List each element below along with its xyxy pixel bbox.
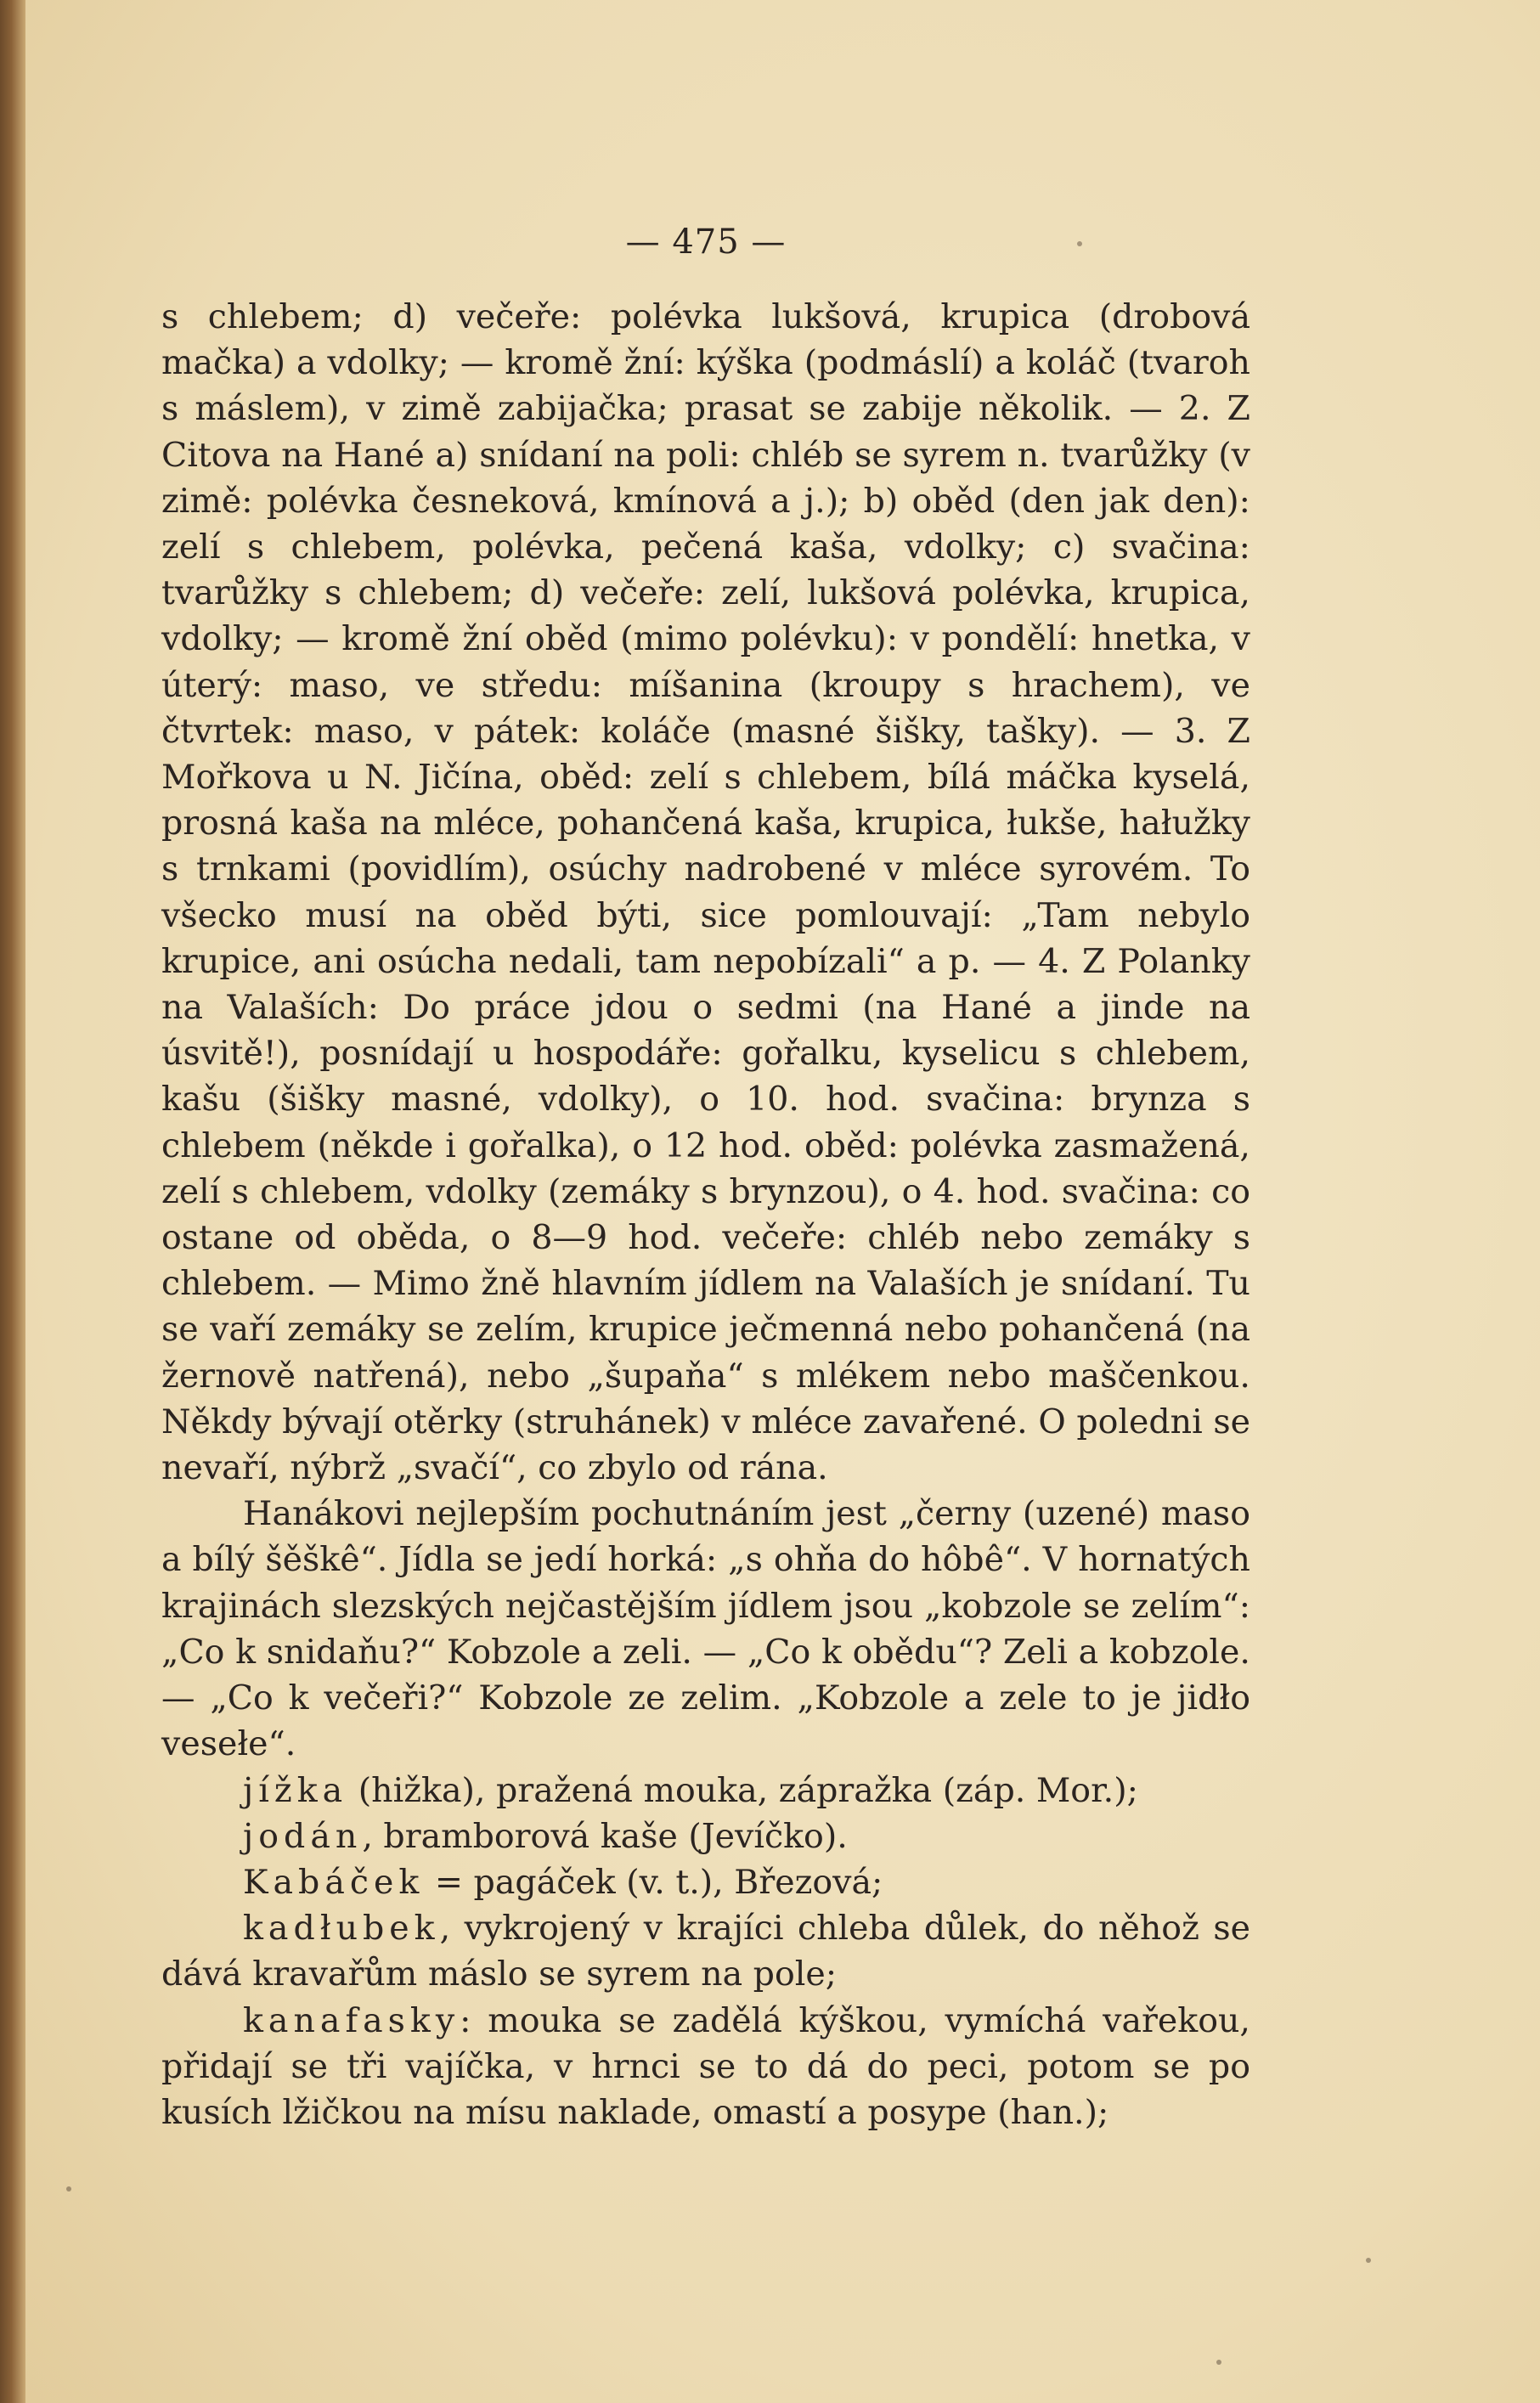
entry-definition: = pagáček (v. t.), Březová;: [424, 1862, 883, 1902]
book-page: [161, 223, 1250, 2135]
entry-definition: : mouka se zadělá kýškou, vymíchá vařekou, přidají se tři vajíčka, v hrnci se to dá do peci, potom se po kusích lžičkou na mísu naklade, omastí a posype (han.);: [161, 2000, 1250, 2132]
entry-headword: jodán: [243, 1816, 363, 1856]
dictionary-entry: [161, 1814, 1250, 1859]
dictionary-entry: [161, 1905, 1250, 1997]
dictionary-entry: [161, 1998, 1250, 2136]
paper-speck: [66, 2186, 71, 2191]
entry-headword: Kabáček: [243, 1862, 425, 1902]
page-number: — 475 —: [625, 223, 787, 262]
entry-headword: kanafasky: [243, 2000, 460, 2040]
entry-headword: kadłubek: [243, 1909, 440, 1949]
entry-headword: jížka: [243, 1770, 348, 1810]
paragraph-meals: s chlebem; d) večeře: polévka lukšová, krupica (drobová mačka) a vdolky; — kromě žní: kýška (podmáslí) a koláč (tvaroh s máslem), v zimě zabijačka; prasat se zabije několik. — 2. Z Citova na Hané a) snídaní na poli: chléb se syrem n. tvarůžky (v zimě: polévka česneková, kmínová a j.); b) oběd (den jak den): zelí s chlebem, polévka, pečená kaša, vdolky; c) svačina: tvarůžky s chlebem; d) večeře: zelí, lukšová polévka, krupica, vdolky; — kromě žní oběd (mimo polévku): v pondělí: hnetka, v úterý: maso, ve středu: míšanina (kroupy s hrachem), ve čtvrtek: maso, v pátek: koláče (masné šišky, tašky). — 3. Z Mořkova u N. Jičína, oběd: zelí s chlebem, bílá máčka kyselá, prosná kaša na mléce, pohančená kaša, krupica, łukše, hałužky s trnkami (povidlím), osúchy nadrobené v mléce syrovém. To všecko musí na oběd býti, sice pomlouvají: „Tam nebylo krupice, ani osúcha nedali, tam nepobízali“ a p. — 4. Z Polanky na Valaších: Do práce jdou o sedmi (na Hané a jinde na úsvitě!), posnídají u hospodáře: gořalku, kyselicu s chlebem, kašu (šišky masné, vdolky), o 10. hod. svačina: brynza s chlebem (někde i gořalka), o 12 hod. oběd: polévka zasmažená, zelí s chlebem, vdolky (zemáky s brynzou), o 4. hod. svačina: co ostane od oběda, o 8—9 hod. večeře: chléb nebo zemáky s chlebem. — Mimo žně hlavním jídlem na Valaších je snídaní. Tu se vaří zemáky se zelím, krupice ječmenná nebo pohančená (na žernově natřená), nebo „šupaňa“ s mlékem nebo maščenkou. Někdy bývají otěrky (struhánek) v mléce zavařené. O poledni se nevaří, nýbrž „svačí“, co zbylo od rána.: [161, 297, 1250, 1488]
book-binding: [0, 0, 25, 2403]
entry-definition: (hižka), pražená mouka, zápražka (záp. Mor.);: [347, 1770, 1138, 1810]
paper-speck: [1077, 241, 1082, 246]
dictionary-entry: [161, 1859, 1250, 1905]
dictionary-entry: [161, 1768, 1250, 1814]
paper-speck: [1366, 2258, 1371, 2263]
entry-definition: , vykrojený v krajíci chleba důlek, do něhož se dává kravařům máslo se syrem na pole;: [161, 1909, 1250, 1994]
paragraph-hanak: Hanákovi nejlepším pochutnáním jest „černy (uzené) maso a bílý šěškê“. Jídla se jedí horká: „s ohňa do hôbê“. V hornatých krajinách slezských nejčastějším jídlem jsou „kobzole se zelím“: „Co k snidaňu?“ Kobzole a zeli. — „Co k obědu“? Zeli a kobzole. — „Co k večeři?“ Kobzole ze zelim. „Kobzole a zele to je jidło vesełe“.: [161, 1494, 1250, 1764]
paper-speck: [1216, 2360, 1221, 2365]
entry-definition: , bramborová kaše (Jevíčko).: [362, 1816, 848, 1856]
